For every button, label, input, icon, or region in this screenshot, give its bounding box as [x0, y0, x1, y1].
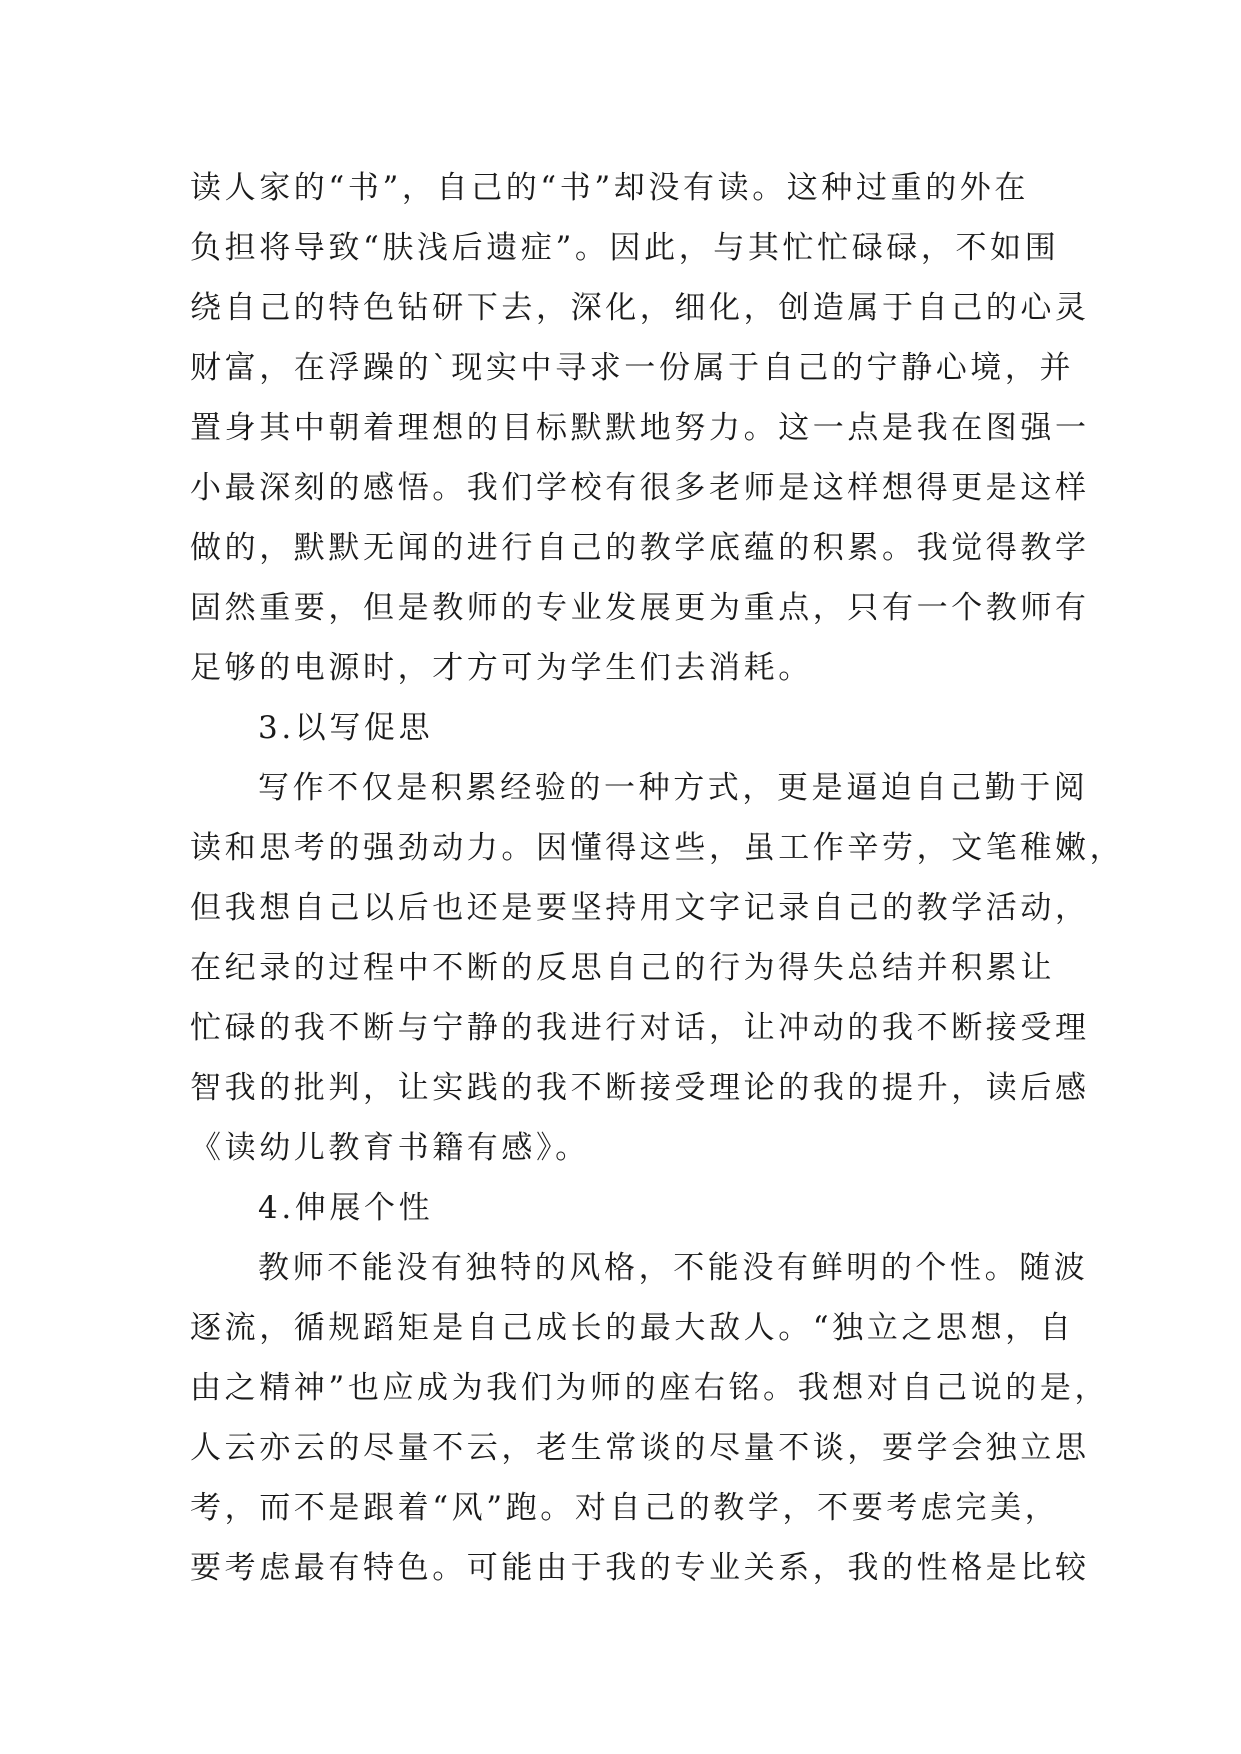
- text-line: 由之精神”也应成为我们为师的座右铭。我想对自己说的是，: [190, 1370, 1110, 1406]
- text-line: 小最深刻的感悟。我们学校有很多老师是这样想得更是这样: [190, 470, 1090, 506]
- text-line: 逐流，循规蹈矩是自己成长的最大敌人。“独立之思想，自: [190, 1310, 1075, 1346]
- section-heading: 3.以写促思: [258, 710, 434, 746]
- text-line: 在纪录的过程中不断的反思自己的行为得失总结并积累让: [190, 950, 1055, 986]
- text-line: 读人家的“书”，自己的“书”却没有读。这种过重的外在: [190, 170, 1029, 206]
- paragraph-first-line: 写作不仅是积累经验的一种方式，更是逼迫自己勤于阅: [258, 770, 1089, 806]
- text-line: 人云亦云的尽量不云，老生常谈的尽量不谈，要学会独立思: [190, 1430, 1090, 1466]
- text-line: 绕自己的特色钻研下去，深化，细化，创造属于自己的心灵: [190, 290, 1090, 326]
- text-line: 做的，默默无闻的进行自己的教学底蕴的积累。我觉得教学: [190, 530, 1090, 566]
- text-line: 要考虑最有特色。可能由于我的专业关系，我的性格是比较: [190, 1550, 1090, 1586]
- body-text: [190, 158, 1125, 1598]
- section-heading: 4.伸展个性: [258, 1190, 434, 1226]
- text-line: 足够的电源时，才方可为学生们去消耗。: [190, 650, 813, 686]
- text-line: 考，而不是跟着“风”跑。对自己的教学，不要考虑完美，: [190, 1490, 1060, 1526]
- text-line: 读和思考的强劲动力。因懂得这些，虽工作辛劳，文笔稚嫩，: [190, 830, 1125, 866]
- text-line: 固然重要，但是教师的专业发展更为重点，只有一个教师有: [190, 590, 1090, 626]
- text-line: 智我的批判，让实践的我不断接受理论的我的提升，读后感: [190, 1070, 1090, 1106]
- text-line: 忙碌的我不断与宁静的我进行对话，让冲动的我不断接受理: [190, 1010, 1090, 1046]
- text-line: 负担将导致“肤浅后遗症”。因此，与其忙忙碌碌，不如围: [190, 230, 1060, 266]
- paragraph-first-line: 教师不能没有独特的风格，不能没有鲜明的个性。随波: [258, 1250, 1089, 1286]
- text-line: 但我想自己以后也还是要坚持用文字记录自己的教学活动，: [190, 890, 1090, 926]
- text-line: 财富，在浮躁的`现实中寻求一份属于自己的宁静心境，并: [190, 350, 1075, 386]
- text-line: 置身其中朝着理想的目标默默地努力。这一点是我在图强一: [190, 410, 1090, 446]
- text-line: 《读幼儿教育书籍有感》。: [190, 1130, 590, 1166]
